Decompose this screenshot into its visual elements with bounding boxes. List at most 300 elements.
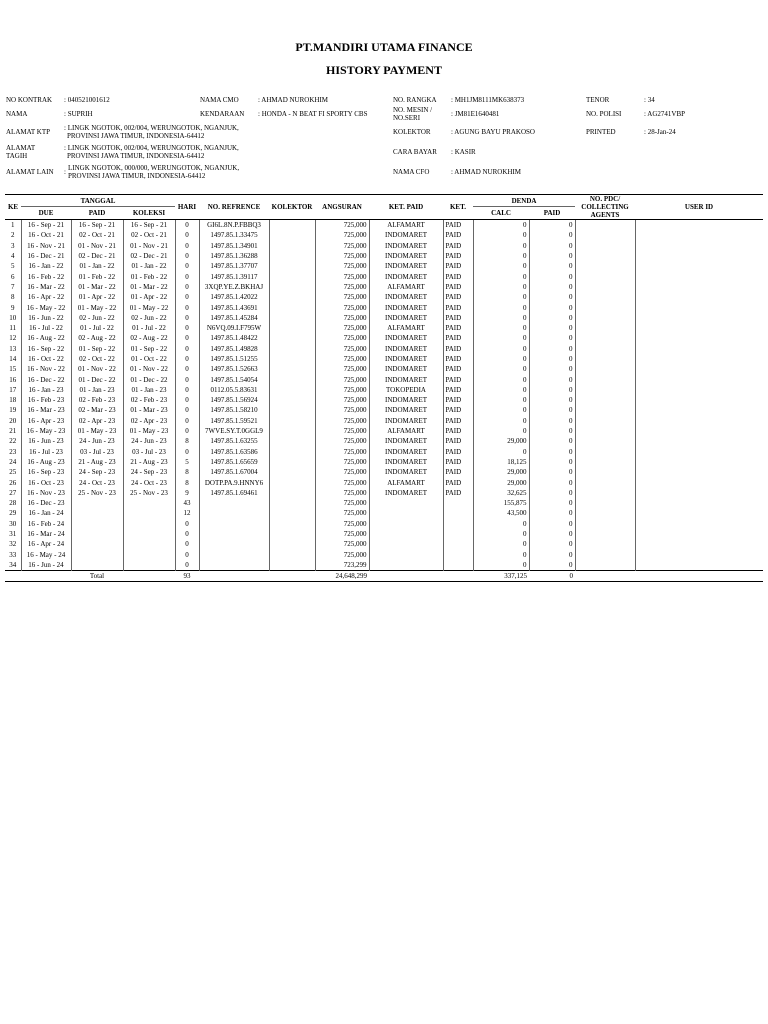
row-ket-paid: INDOMARET xyxy=(369,230,443,240)
row-ket: PAID xyxy=(443,282,473,292)
kolektor-label: KOLEKTOR xyxy=(393,128,431,136)
col-user-id: USER ID xyxy=(635,195,763,220)
row-no-refrence: 1497.85.1.65659 xyxy=(199,457,269,467)
nama-value: : SUPRIH xyxy=(64,110,93,118)
row-ke: 10 xyxy=(9,313,17,322)
row-user-id xyxy=(635,550,763,560)
row-due: 16 - Mar - 24 xyxy=(21,529,71,539)
table-body xyxy=(5,220,763,571)
kendaraan-value: : HONDA - N BEAT FI SPORTY CBS xyxy=(258,110,368,118)
row-denda-paid: 0 xyxy=(529,374,575,384)
row-due: 16 - Oct - 22 xyxy=(21,354,71,364)
row-ke: 29 xyxy=(9,509,17,518)
table-row xyxy=(5,292,763,302)
row-angsuran: 725,000 xyxy=(315,292,369,302)
row-ket-paid xyxy=(369,498,443,508)
row-denda-calc: 0 xyxy=(473,292,529,302)
row-koleksi: 02 - Apr - 23 xyxy=(123,416,175,426)
table-row xyxy=(5,344,763,354)
row-ke: 26 xyxy=(9,478,17,487)
row-no-refrence: 1497.85.1.63586 xyxy=(199,447,269,457)
row-due: 16 - Sep - 23 xyxy=(21,467,71,477)
row-no-refrence: 1497.85.1.49828 xyxy=(199,344,269,354)
row-koleksi: 02 - Feb - 23 xyxy=(123,395,175,405)
row-no-pdc xyxy=(575,230,635,240)
row-denda-paid: 0 xyxy=(529,220,575,231)
row-denda-paid: 0 xyxy=(529,426,575,436)
row-ket-paid xyxy=(369,508,443,518)
row-no-pdc xyxy=(575,488,635,498)
row-ket-paid: INDOMARET xyxy=(369,467,443,477)
row-no-refrence xyxy=(199,550,269,560)
alamat-tagih-line2: PROVINSI JAWA TIMUR, INDONESIA-64412 xyxy=(67,152,205,160)
row-ket: PAID xyxy=(443,374,473,384)
row-ke: 28 xyxy=(9,499,17,508)
row-angsuran: 725,000 xyxy=(315,261,369,271)
row-koleksi xyxy=(123,508,175,518)
row-denda-calc: 0 xyxy=(473,230,529,240)
no-mesin-label: NO. MESIN / xyxy=(393,106,433,114)
row-denda-calc: 0 xyxy=(473,220,529,231)
row-ket: PAID xyxy=(443,271,473,281)
total-paid: 0 xyxy=(529,571,575,582)
row-denda-paid: 0 xyxy=(529,529,575,539)
row-koleksi: 02 - Oct - 21 xyxy=(123,230,175,240)
row-hari: 0 xyxy=(175,416,199,426)
table-row xyxy=(5,241,763,251)
row-paid: 01 - Nov - 22 xyxy=(71,364,123,374)
row-no-refrence: 0112.05.5.83631 xyxy=(199,385,269,395)
row-hari: 0 xyxy=(175,354,199,364)
row-user-id xyxy=(635,261,763,271)
row-ket-paid: INDOMARET xyxy=(369,488,443,498)
row-denda-paid: 0 xyxy=(529,333,575,343)
row-hari: 0 xyxy=(175,230,199,240)
row-ke: 19 xyxy=(9,406,17,415)
row-no-pdc xyxy=(575,271,635,281)
row-koleksi xyxy=(123,539,175,549)
row-angsuran: 725,000 xyxy=(315,282,369,292)
col-kolektor: KOLEKTOR xyxy=(269,195,315,220)
row-due: 16 - Jan - 24 xyxy=(21,508,71,518)
row-ket xyxy=(443,550,473,560)
row-kolektor xyxy=(269,241,315,251)
alamat-ktp-line2: PROVINSI JAWA TIMUR, INDONESIA-64412 xyxy=(67,132,205,140)
row-paid: 01 - Feb - 22 xyxy=(71,271,123,281)
row-koleksi: 01 - Oct - 22 xyxy=(123,354,175,364)
row-denda-paid: 0 xyxy=(529,364,575,374)
row-kolektor xyxy=(269,539,315,549)
row-ket: PAID xyxy=(443,385,473,395)
row-kolektor xyxy=(269,488,315,498)
table-row xyxy=(5,508,763,518)
table-row xyxy=(5,529,763,539)
row-hari: 0 xyxy=(175,251,199,261)
row-user-id xyxy=(635,488,763,498)
row-hari: 0 xyxy=(175,323,199,333)
table-row xyxy=(5,333,763,343)
row-no-pdc xyxy=(575,405,635,415)
row-ket-paid xyxy=(369,560,443,571)
row-denda-calc: 0 xyxy=(473,313,529,323)
row-denda-paid: 0 xyxy=(529,292,575,302)
row-ket-paid: INDOMARET xyxy=(369,344,443,354)
tenor-value: : 34 xyxy=(644,96,655,104)
alamat-ktp-line1: : LINGK NGOTOK, 002/004, WERUNGOTOK, NGANJUK, xyxy=(64,124,239,132)
row-denda-paid: 0 xyxy=(529,560,575,571)
row-denda-paid: 0 xyxy=(529,251,575,261)
row-due: 16 - Jun - 22 xyxy=(21,313,71,323)
row-ket-paid xyxy=(369,519,443,529)
row-denda-paid: 0 xyxy=(529,416,575,426)
row-user-id xyxy=(635,313,763,323)
row-koleksi: 24 - Oct - 23 xyxy=(123,477,175,487)
row-paid xyxy=(71,508,123,518)
row-ke: 3 xyxy=(11,241,15,250)
row-angsuran: 725,000 xyxy=(315,241,369,251)
row-kolektor xyxy=(269,416,315,426)
row-no-pdc xyxy=(575,498,635,508)
col-hari: HARI xyxy=(175,195,199,220)
row-hari: 0 xyxy=(175,560,199,571)
row-koleksi: 01 - Mar - 22 xyxy=(123,282,175,292)
row-user-id xyxy=(635,302,763,312)
row-angsuran: 725,000 xyxy=(315,529,369,539)
row-ket xyxy=(443,560,473,571)
row-ke: 22 xyxy=(9,437,17,446)
row-angsuran: 725,000 xyxy=(315,220,369,231)
row-hari: 0 xyxy=(175,220,199,231)
row-denda-calc: 0 xyxy=(473,405,529,415)
row-denda-paid: 0 xyxy=(529,457,575,467)
row-kolektor xyxy=(269,560,315,571)
row-due: 16 - Aug - 22 xyxy=(21,333,71,343)
row-hari: 0 xyxy=(175,364,199,374)
row-due: 16 - Oct - 23 xyxy=(21,477,71,487)
row-ket: PAID xyxy=(443,488,473,498)
row-user-id xyxy=(635,539,763,549)
row-no-refrence xyxy=(199,539,269,549)
row-ket-paid: INDOMARET xyxy=(369,374,443,384)
row-denda-calc: 0 xyxy=(473,416,529,426)
row-hari: 0 xyxy=(175,344,199,354)
cara-bayar-value: : KASIR xyxy=(451,148,476,156)
row-ket: PAID xyxy=(443,251,473,261)
row-due: 16 - Dec - 23 xyxy=(21,498,71,508)
row-koleksi: 25 - Nov - 23 xyxy=(123,488,175,498)
row-no-refrence: GI6L.8N.P.FBBQ3 xyxy=(199,220,269,231)
row-user-id xyxy=(635,230,763,240)
row-due: 16 - May - 22 xyxy=(21,302,71,312)
row-no-refrence: 1497.85.1.34901 xyxy=(199,241,269,251)
row-angsuran: 725,000 xyxy=(315,385,369,395)
row-no-pdc xyxy=(575,292,635,302)
row-denda-calc: 155,875 xyxy=(473,498,529,508)
row-denda-paid: 0 xyxy=(529,323,575,333)
row-kolektor xyxy=(269,395,315,405)
row-no-pdc xyxy=(575,385,635,395)
row-denda-paid: 0 xyxy=(529,405,575,415)
row-denda-paid: 0 xyxy=(529,302,575,312)
row-paid: 01 - Sep - 22 xyxy=(71,344,123,354)
tenor-label: TENOR xyxy=(586,96,610,104)
row-ket: PAID xyxy=(443,416,473,426)
row-kolektor xyxy=(269,344,315,354)
row-ket-paid: INDOMARET xyxy=(369,416,443,426)
row-ke: 11 xyxy=(9,324,17,333)
row-no-refrence: 1497.85.1.59521 xyxy=(199,416,269,426)
row-due: 16 - Mar - 22 xyxy=(21,282,71,292)
row-koleksi: 01 - Dec - 22 xyxy=(123,374,175,384)
col-tanggal: TANGGAL xyxy=(21,195,175,207)
row-paid: 02 - Oct - 22 xyxy=(71,354,123,364)
row-paid: 01 - Dec - 22 xyxy=(71,374,123,384)
row-hari: 8 xyxy=(175,467,199,477)
row-koleksi: 24 - Jun - 23 xyxy=(123,436,175,446)
row-due: 16 - Nov - 21 xyxy=(21,241,71,251)
payment-history-table xyxy=(5,194,763,582)
row-angsuran: 725,000 xyxy=(315,498,369,508)
row-koleksi: 01 - Mar - 23 xyxy=(123,405,175,415)
table-row xyxy=(5,477,763,487)
row-denda-calc: 0 xyxy=(473,539,529,549)
table-row xyxy=(5,251,763,261)
row-ket xyxy=(443,508,473,518)
row-no-refrence xyxy=(199,519,269,529)
row-denda-calc: 43,500 xyxy=(473,508,529,518)
row-user-id xyxy=(635,241,763,251)
row-user-id xyxy=(635,333,763,343)
row-due: 16 - Nov - 22 xyxy=(21,364,71,374)
row-kolektor xyxy=(269,467,315,477)
row-user-id xyxy=(635,220,763,231)
row-ket xyxy=(443,529,473,539)
row-no-pdc xyxy=(575,395,635,405)
row-paid: 01 - Mar - 22 xyxy=(71,282,123,292)
row-koleksi: 01 - May - 22 xyxy=(123,302,175,312)
row-paid: 02 - Jun - 22 xyxy=(71,313,123,323)
row-hari: 0 xyxy=(175,426,199,436)
no-polisi-label: NO. POLISI xyxy=(586,110,622,118)
alamat-ktp-label: ALAMAT KTP xyxy=(6,128,51,136)
row-due: 16 - Apr - 23 xyxy=(21,416,71,426)
row-user-id xyxy=(635,354,763,364)
row-hari: 0 xyxy=(175,374,199,384)
kendaraan-label: KENDARAAN xyxy=(200,110,245,118)
row-due: 16 - Apr - 22 xyxy=(21,292,71,302)
row-ket: PAID xyxy=(443,333,473,343)
row-paid: 24 - Jun - 23 xyxy=(71,436,123,446)
row-kolektor xyxy=(269,457,315,467)
row-koleksi: 03 - Jul - 23 xyxy=(123,447,175,457)
row-ket: PAID xyxy=(443,354,473,364)
row-no-pdc xyxy=(575,508,635,518)
row-due: 16 - Sep - 21 xyxy=(21,220,71,231)
row-angsuran: 725,000 xyxy=(315,364,369,374)
row-ket-paid: INDOMARET xyxy=(369,313,443,323)
row-angsuran: 725,000 xyxy=(315,416,369,426)
row-ke: 4 xyxy=(11,252,15,261)
row-paid: 02 - Mar - 23 xyxy=(71,405,123,415)
row-no-pdc xyxy=(575,436,635,446)
row-denda-paid: 0 xyxy=(529,539,575,549)
row-denda-calc: 0 xyxy=(473,560,529,571)
row-no-refrence: 7WVE.SY.T.0GGL9 xyxy=(199,426,269,436)
row-kolektor xyxy=(269,251,315,261)
row-user-id xyxy=(635,467,763,477)
row-no-refrence: 1497.85.1.63255 xyxy=(199,436,269,446)
row-hari: 0 xyxy=(175,282,199,292)
no-seri-label: NO.SERI xyxy=(393,114,421,122)
row-due: 16 - Jun - 23 xyxy=(21,436,71,446)
row-koleksi: 01 - Nov - 22 xyxy=(123,364,175,374)
row-denda-paid: 0 xyxy=(529,344,575,354)
row-ke: 27 xyxy=(9,488,17,497)
row-no-refrence: 1497.85.1.51255 xyxy=(199,354,269,364)
row-ke: 16 xyxy=(9,375,17,384)
total-angsuran: 24,648,299 xyxy=(315,571,369,582)
row-denda-calc: 0 xyxy=(473,271,529,281)
row-kolektor xyxy=(269,519,315,529)
row-ket-paid xyxy=(369,529,443,539)
row-due: 16 - Dec - 21 xyxy=(21,251,71,261)
table-row xyxy=(5,416,763,426)
row-no-refrence: 1497.85.1.48422 xyxy=(199,333,269,343)
row-ket: PAID xyxy=(443,344,473,354)
row-no-pdc xyxy=(575,519,635,529)
row-user-id xyxy=(635,364,763,374)
row-koleksi: 01 - Jan - 22 xyxy=(123,261,175,271)
row-ke: 21 xyxy=(9,427,17,436)
row-koleksi: 01 - Feb - 22 xyxy=(123,271,175,281)
row-koleksi: 01 - Jul - 22 xyxy=(123,323,175,333)
row-due: 16 - Feb - 23 xyxy=(21,395,71,405)
col-no-pdc xyxy=(575,195,635,220)
row-ke: 9 xyxy=(11,303,15,312)
row-ket: PAID xyxy=(443,364,473,374)
row-user-id xyxy=(635,519,763,529)
row-denda-calc: 0 xyxy=(473,395,529,405)
row-ket-paid: ALFAMART xyxy=(369,477,443,487)
row-koleksi: 02 - Dec - 21 xyxy=(123,251,175,261)
row-user-id xyxy=(635,344,763,354)
row-denda-calc: 32,625 xyxy=(473,488,529,498)
row-kolektor xyxy=(269,508,315,518)
row-ke: 5 xyxy=(11,262,15,271)
row-ket-paid: INDOMARET xyxy=(369,271,443,281)
row-ket-paid: TOKOPEDIA xyxy=(369,385,443,395)
row-due: 16 - Feb - 24 xyxy=(21,519,71,529)
row-angsuran: 725,000 xyxy=(315,374,369,384)
row-paid: 01 - Nov - 21 xyxy=(71,241,123,251)
row-no-refrence xyxy=(199,498,269,508)
row-ket-paid: INDOMARET xyxy=(369,395,443,405)
row-paid: 16 - Sep - 21 xyxy=(71,220,123,231)
row-due: 16 - Jan - 23 xyxy=(21,385,71,395)
row-ket: PAID xyxy=(443,436,473,446)
row-ke: 31 xyxy=(9,530,17,539)
row-kolektor xyxy=(269,302,315,312)
row-denda-calc: 0 xyxy=(473,426,529,436)
row-user-id xyxy=(635,529,763,539)
row-no-refrence: 1497.85.1.33475 xyxy=(199,230,269,240)
row-ke: 6 xyxy=(11,272,15,281)
row-no-pdc xyxy=(575,550,635,560)
row-user-id xyxy=(635,282,763,292)
row-user-id xyxy=(635,405,763,415)
table-row xyxy=(5,560,763,571)
row-ke: 32 xyxy=(9,540,17,549)
row-ket-paid: INDOMARET xyxy=(369,447,443,457)
row-ket-paid: INDOMARET xyxy=(369,302,443,312)
row-paid: 01 - Apr - 22 xyxy=(71,292,123,302)
contract-info: NO KONTRAK : 040521001612 NAMA : SUPRIH ALAMAT KTP : LINGK NGOTOK, 002/004, WERUNGOTOK, NGANJUK, PROVINSI JAWA TIMUR, INDONESIA-64412 ALAMAT TAGIH : LINGK NGOTOK, 002/004, WERUNGOTOK, NGANJUK, PROVINSI JAWA TIMUR, INDONESIA-64412 ALAMAT LAIN : LINGK NGOTOK, 000/000, WERUNGOTOK, NGANJUK, PROVINSI JAWA TIMUR, INDONESIA-64412 NAMA CMO : AHMAD NUROKHIM KENDARAAN : HONDA - N BEAT FI SPORTY CBS NO. RANGKA : MH1JM8111MK638373 NO. MESIN / NO.SERI : JM81E1640481 KOLEKTOR : AGUNG BAYU PRAKOSO CARA BAYAR : KASIR NAMA CFO : AHMAD NUROKHIM TENOR : 34 NO. POLISI : AG2741VBP PRINTED : 28-Jan-24 xyxy=(6,96,686,180)
table-row xyxy=(5,282,763,292)
row-ke: 20 xyxy=(9,416,17,425)
row-denda-paid: 0 xyxy=(529,282,575,292)
row-due: 16 - Apr - 24 xyxy=(21,539,71,549)
table-row xyxy=(5,467,763,477)
row-no-refrence: 1497.85.1.67004 xyxy=(199,467,269,477)
row-hari: 0 xyxy=(175,261,199,271)
nama-cmo-value: : AHMAD NUROKHIM xyxy=(258,96,329,104)
row-kolektor xyxy=(269,220,315,231)
row-kolektor xyxy=(269,333,315,343)
row-no-refrence: DOTP.PA.9.HNNY6 xyxy=(199,477,269,487)
row-kolektor xyxy=(269,374,315,384)
row-due: 16 - May - 23 xyxy=(21,426,71,436)
row-ket: PAID xyxy=(443,426,473,436)
col-denda: DENDA xyxy=(473,195,575,207)
row-kolektor xyxy=(269,292,315,302)
row-no-refrence: 1497.85.1.52663 xyxy=(199,364,269,374)
row-no-pdc xyxy=(575,220,635,231)
row-ket-paid: INDOMARET xyxy=(369,354,443,364)
row-user-id xyxy=(635,251,763,261)
no-polisi-value: : AG2741VBP xyxy=(644,110,686,118)
row-paid: 02 - Apr - 23 xyxy=(71,416,123,426)
row-denda-calc: 0 xyxy=(473,519,529,529)
row-no-pdc xyxy=(575,344,635,354)
row-ket xyxy=(443,498,473,508)
row-paid: 25 - Nov - 23 xyxy=(71,488,123,498)
row-paid: 21 - Aug - 23 xyxy=(71,457,123,467)
row-kolektor xyxy=(269,426,315,436)
row-no-pdc xyxy=(575,323,635,333)
nama-label: NAMA xyxy=(6,110,28,118)
row-ke: 14 xyxy=(9,355,17,363)
row-angsuran: 725,000 xyxy=(315,333,369,343)
row-ke: 18 xyxy=(9,396,17,405)
row-angsuran: 725,000 xyxy=(315,313,369,323)
row-angsuran: 725,000 xyxy=(315,519,369,529)
row-denda-paid: 0 xyxy=(529,261,575,271)
row-user-id xyxy=(635,447,763,457)
row-user-id xyxy=(635,457,763,467)
row-kolektor xyxy=(269,529,315,539)
alamat-tagih-label-2: TAGIH xyxy=(6,152,28,160)
row-kolektor xyxy=(269,271,315,281)
alamat-tagih-line1: : LINGK NGOTOK, 002/004, WERUNGOTOK, NGANJUK, xyxy=(64,144,239,152)
row-paid: 24 - Oct - 23 xyxy=(71,477,123,487)
col-no-refrence: NO. REFRENCE xyxy=(199,195,269,220)
row-angsuran: 725,000 xyxy=(315,508,369,518)
row-user-id xyxy=(635,498,763,508)
row-no-refrence: 1497.85.1.58210 xyxy=(199,405,269,415)
row-no-pdc xyxy=(575,560,635,571)
row-no-refrence: N6VQ.09.I.F795W xyxy=(199,323,269,333)
table-row xyxy=(5,354,763,364)
